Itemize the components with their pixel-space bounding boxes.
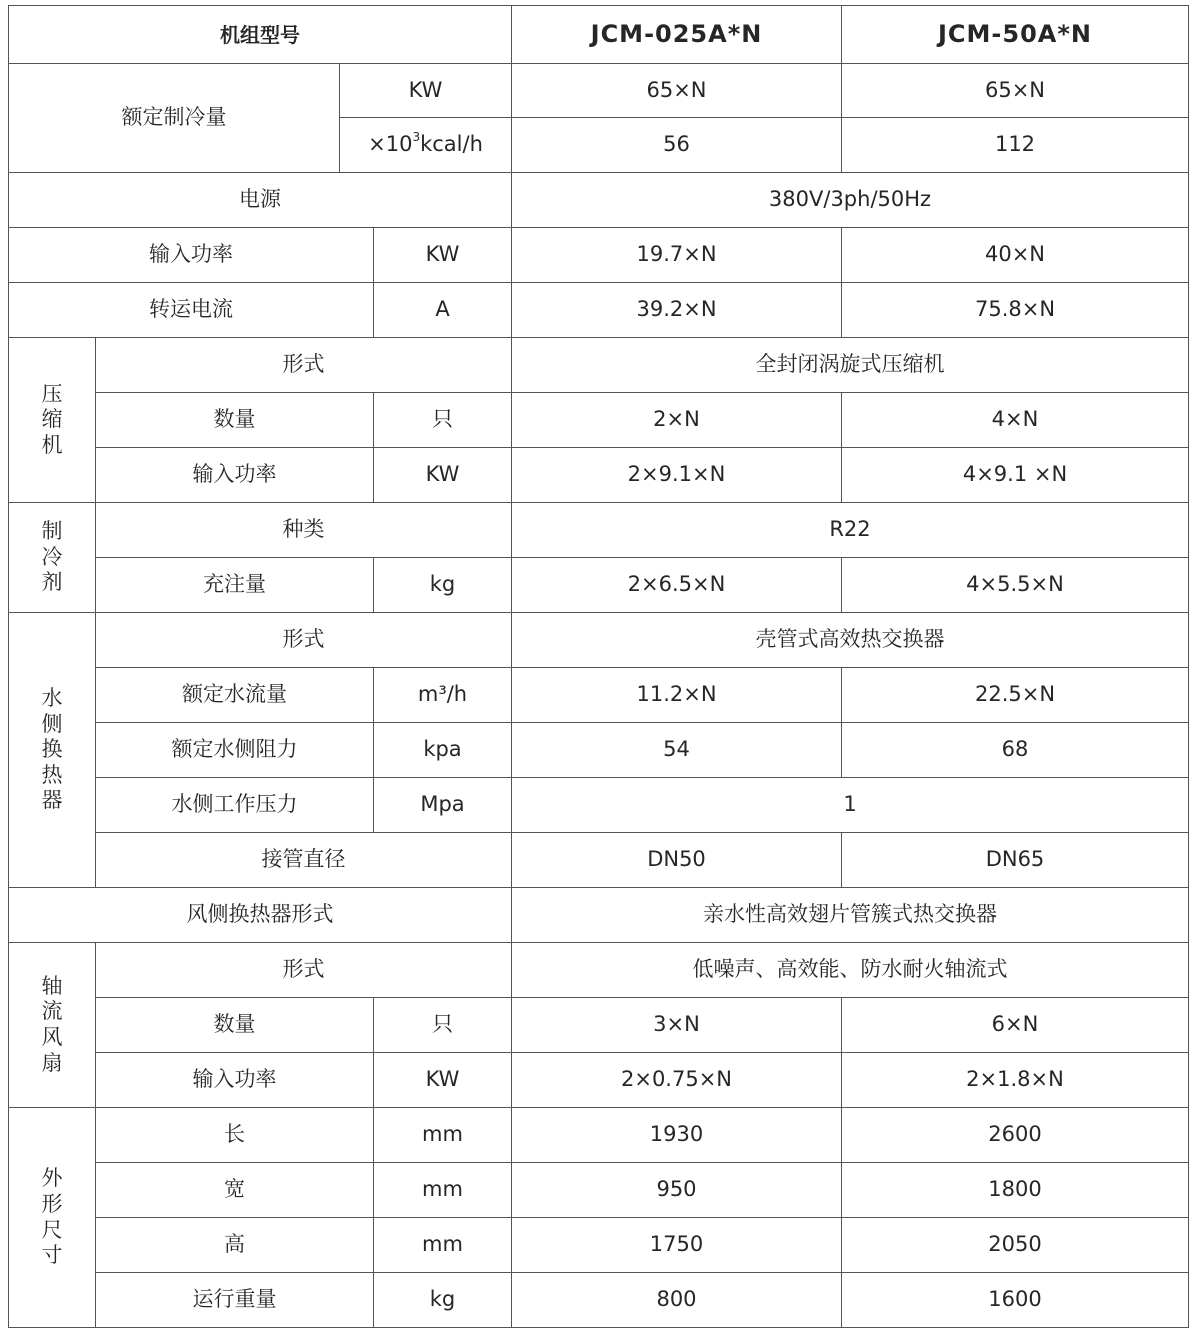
value-cell: 4×N — [842, 393, 1189, 448]
unit-cell: 只 — [374, 998, 512, 1053]
unit-cell: mm — [374, 1218, 512, 1273]
unit-cell: kg — [374, 1273, 512, 1328]
value-cell: 112 — [842, 118, 1189, 173]
table-row — [9, 173, 1189, 228]
value-cell: 1 — [512, 778, 1189, 833]
table-row — [9, 1163, 1189, 1218]
table-row — [9, 1053, 1189, 1108]
vertical-text: 水侧换热器 — [41, 685, 63, 813]
value-cell: 39.2×N — [512, 283, 842, 338]
value-cell: R22 — [512, 503, 1189, 558]
row-label: 形式 — [96, 613, 512, 668]
value-cell: 3×N — [512, 998, 842, 1053]
model-name-1: JCM-025A*N — [512, 6, 842, 64]
unit-cell: mm — [374, 1163, 512, 1218]
value-cell: 低噪声、高效能、防水耐火轴流式 — [512, 943, 1189, 998]
table-row — [9, 1218, 1189, 1273]
unit-cell: kpa — [374, 723, 512, 778]
row-label: 接管直径 — [96, 833, 512, 888]
row-label: 额定水侧阻力 — [96, 723, 374, 778]
vertical-text: 制冷剂 — [41, 519, 63, 595]
water-hx-group-label — [9, 613, 96, 888]
value-cell: 2×1.8×N — [842, 1053, 1189, 1108]
value-cell: 11.2×N — [512, 668, 842, 723]
unit-cell: m³/h — [374, 668, 512, 723]
row-label: 额定水流量 — [96, 668, 374, 723]
table-row — [9, 64, 1189, 118]
unit-cell: KW — [340, 64, 512, 118]
power-supply-value: 380V/3ph/50Hz — [512, 173, 1189, 228]
air-hx-label: 风侧换热器形式 — [9, 888, 512, 943]
vertical-text: 外形尺寸 — [41, 1166, 63, 1268]
value-cell: 68 — [842, 723, 1189, 778]
value-cell: 2×9.1×N — [512, 448, 842, 503]
table-row — [9, 228, 1189, 283]
table-row — [9, 613, 1189, 668]
value-cell: 75.8×N — [842, 283, 1189, 338]
unit-cell: KW — [374, 228, 512, 283]
fan-group-label — [9, 943, 96, 1108]
table-row — [9, 723, 1189, 778]
value-cell: 800 — [512, 1273, 842, 1328]
value-cell: 22.5×N — [842, 668, 1189, 723]
row-label: 形式 — [96, 943, 512, 998]
row-label: 高 — [96, 1218, 374, 1273]
table-row — [9, 778, 1189, 833]
unit-cell: kg — [374, 558, 512, 613]
row-label: 输入功率 — [96, 448, 374, 503]
unit-cell: A — [374, 283, 512, 338]
value-cell: 65×N — [842, 64, 1189, 118]
dimensions-group-label — [9, 1108, 96, 1328]
value-cell: DN50 — [512, 833, 842, 888]
unit-cell: 只 — [374, 393, 512, 448]
value-cell: 1750 — [512, 1218, 842, 1273]
value-cell: 19.7×N — [512, 228, 842, 283]
table-row — [9, 888, 1189, 943]
value-cell: 2×0.75×N — [512, 1053, 842, 1108]
vertical-text: 轴流风扇 — [41, 973, 63, 1075]
unit-cell: mm — [374, 1108, 512, 1163]
unit-suffix: kcal/h — [420, 132, 483, 157]
power-supply-label: 电源 — [9, 173, 512, 228]
table-row — [9, 1108, 1189, 1163]
table-row — [9, 668, 1189, 723]
model-label: 机组型号 — [9, 6, 512, 64]
value-cell: DN65 — [842, 833, 1189, 888]
unit-cell: KW — [374, 448, 512, 503]
refrigerant-group-label — [9, 503, 96, 613]
table-row — [9, 833, 1189, 888]
air-hx-value: 亲水性高效翅片管簇式热交换器 — [512, 888, 1189, 943]
unit-superscript: 3 — [412, 130, 421, 145]
table-row — [9, 1273, 1189, 1328]
table-row — [9, 943, 1189, 998]
value-cell: 1600 — [842, 1273, 1189, 1328]
row-label: 水侧工作压力 — [96, 778, 374, 833]
value-cell: 2600 — [842, 1108, 1189, 1163]
row-label: 种类 — [96, 503, 512, 558]
table-row — [9, 338, 1189, 393]
value-cell: 1930 — [512, 1108, 842, 1163]
value-cell: 全封闭涡旋式压缩机 — [512, 338, 1189, 393]
table-row — [9, 283, 1189, 338]
value-cell: 2050 — [842, 1218, 1189, 1273]
row-label: 输入功率 — [96, 1053, 374, 1108]
value-cell: 65×N — [512, 64, 842, 118]
model-name-2: JCM-50A*N — [842, 6, 1189, 64]
value-cell: 40×N — [842, 228, 1189, 283]
spec-table — [8, 5, 1189, 1328]
rated-cooling-label: 额定制冷量 — [9, 64, 340, 173]
unit-prefix: ×10 — [368, 132, 413, 157]
value-cell: 950 — [512, 1163, 842, 1218]
value-cell: 1800 — [842, 1163, 1189, 1218]
vertical-text: 压缩机 — [41, 381, 63, 457]
value-cell: 4×5.5×N — [842, 558, 1189, 613]
value-cell: 4×9.1 ×N — [842, 448, 1189, 503]
table-row — [9, 503, 1189, 558]
row-label: 数量 — [96, 998, 374, 1053]
row-label: 宽 — [96, 1163, 374, 1218]
row-label: 长 — [96, 1108, 374, 1163]
value-cell: 56 — [512, 118, 842, 173]
unit-cell: Mpa — [374, 778, 512, 833]
table-row — [9, 393, 1189, 448]
value-cell: 54 — [512, 723, 842, 778]
table-row — [9, 998, 1189, 1053]
row-label: 形式 — [96, 338, 512, 393]
compressor-group-label — [9, 338, 96, 503]
input-power-label: 输入功率 — [9, 228, 374, 283]
row-label: 运行重量 — [96, 1273, 374, 1328]
row-label: 数量 — [96, 393, 374, 448]
table-row — [9, 448, 1189, 503]
value-cell: 6×N — [842, 998, 1189, 1053]
header-row — [9, 6, 1189, 64]
value-cell: 2×N — [512, 393, 842, 448]
row-label: 充注量 — [96, 558, 374, 613]
value-cell: 2×6.5×N — [512, 558, 842, 613]
unit-cell — [340, 118, 512, 173]
unit-cell: KW — [374, 1053, 512, 1108]
running-current-label: 转运电流 — [9, 283, 374, 338]
value-cell: 壳管式高效热交换器 — [512, 613, 1189, 668]
table-row — [9, 558, 1189, 613]
